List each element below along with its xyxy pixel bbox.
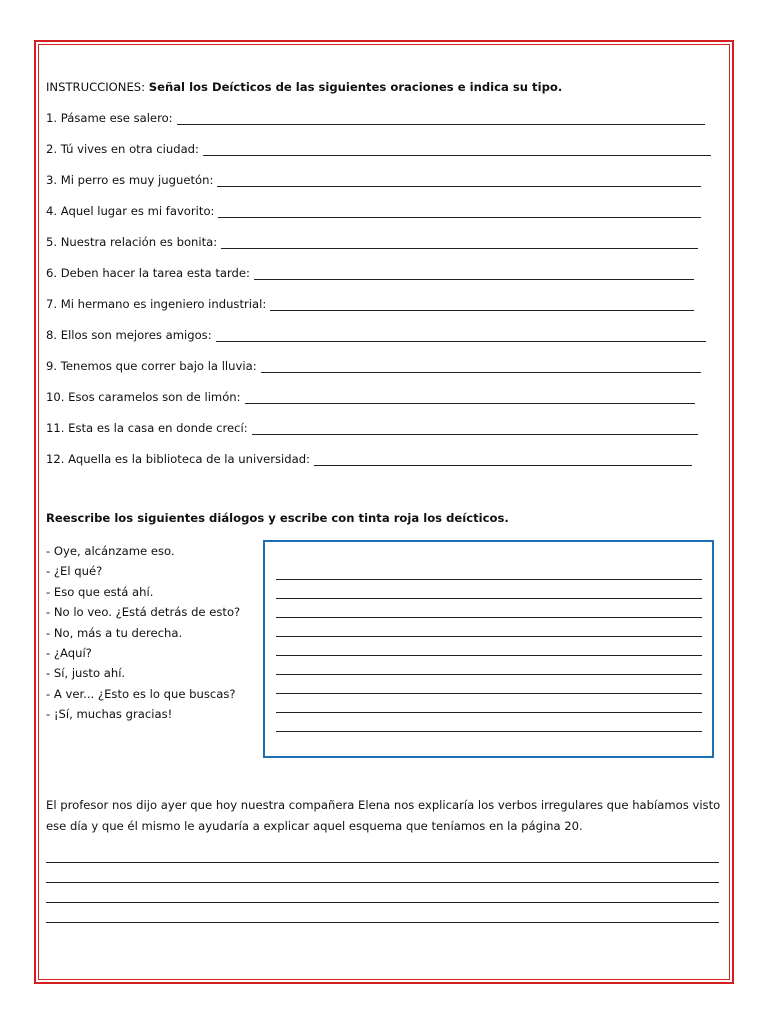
- dialog-list: [46, 541, 240, 725]
- question-label: 2. Tú vives en otra ciudad:: [46, 142, 199, 156]
- answer-line[interactable]: [276, 731, 702, 732]
- question-row: [46, 419, 698, 435]
- answer-line[interactable]: [46, 902, 719, 903]
- answer-line[interactable]: [46, 922, 719, 923]
- question-label: 5. Nuestra relación es bonita:: [46, 235, 218, 249]
- question-row: [46, 233, 698, 249]
- question-row: [46, 140, 711, 156]
- dialog-line: - ¡Sí, muchas gracias!: [46, 707, 173, 722]
- dialog-line: - Oye, alcánzame eso.: [46, 544, 175, 558]
- question-label: 3. Mi perro es muy juguetón:: [46, 173, 214, 187]
- dialog-line: - Sí, justo ahí.: [46, 666, 126, 681]
- question-row: [46, 264, 694, 280]
- question-label: 4. Aquel lugar es mi favorito:: [46, 204, 215, 218]
- paragraph-text: El profesor nos dijo ayer que hoy nuestra compañera Elena nos explicaría los verbos irregulares que habíamos visto ese día y que él mismo le ayudaría a explicar aquel esquema que teníamos en la página 20.: [46, 798, 721, 833]
- dialog-answer-box: [263, 540, 714, 758]
- question-label: 9. Tenemos que correr bajo la lluvia:: [46, 359, 257, 373]
- answer-line[interactable]: [276, 693, 702, 694]
- answer-line[interactable]: [314, 464, 692, 466]
- question-label: 6. Deben hacer la tarea esta tarde:: [46, 266, 250, 280]
- instructions-heading: [46, 80, 562, 94]
- answer-line[interactable]: [254, 278, 694, 280]
- question-label: 8. Ellos son mejores amigos:: [46, 328, 212, 342]
- answer-line[interactable]: [245, 402, 695, 404]
- answer-line[interactable]: [276, 636, 702, 637]
- question-label: 1. Pásame ese salero:: [46, 111, 173, 125]
- question-label: 10. Esos caramelos son de limón:: [46, 390, 241, 404]
- answer-line[interactable]: [276, 674, 702, 675]
- answer-line[interactable]: [221, 247, 698, 249]
- dialog-line: - ¿Aquí?: [46, 646, 92, 661]
- question-row: [46, 202, 701, 218]
- dialog-line: - No lo veo. ¿Está detrás de esto?: [46, 605, 241, 620]
- question-row: [46, 109, 705, 125]
- question-label: 12. Aquella es la biblioteca de la universidad:: [46, 452, 310, 466]
- instructions-prefix: INSTRUCCIONES:: [46, 80, 146, 94]
- question-row: [46, 388, 695, 404]
- answer-line[interactable]: [276, 598, 702, 599]
- answer-line[interactable]: [218, 216, 701, 218]
- dialog-line: - A ver... ¿Esto es lo que buscas?: [46, 686, 236, 701]
- answer-line[interactable]: [252, 433, 698, 435]
- answer-line[interactable]: [270, 309, 694, 311]
- answer-line[interactable]: [276, 617, 702, 618]
- answer-line[interactable]: [177, 123, 705, 125]
- answer-line[interactable]: [276, 712, 702, 713]
- answer-line[interactable]: [46, 862, 719, 863]
- answer-line[interactable]: [46, 882, 719, 883]
- dialog-line: - Eso que está ahí.: [46, 584, 154, 599]
- answer-line[interactable]: [216, 340, 706, 342]
- question-row: [46, 357, 701, 373]
- answer-line[interactable]: [261, 371, 701, 373]
- answer-line[interactable]: [217, 185, 701, 187]
- answer-line[interactable]: [203, 154, 711, 156]
- instructions-text: Señal los Deícticos de las siguientes oraciones e indica su tipo.: [148, 80, 563, 94]
- question-label: 7. Mi hermano es ingeniero industrial:: [46, 297, 267, 311]
- answer-line[interactable]: [276, 655, 702, 656]
- dialog-line: - ¿El qué?: [46, 564, 103, 579]
- question-row: [46, 326, 706, 342]
- question-row: [46, 295, 694, 311]
- dialog-line: - No, más a tu derecha.: [46, 625, 183, 640]
- question-label: 11. Esta es la casa en donde crecí:: [46, 421, 248, 435]
- dialog-section-title: Reescribe los siguientes diálogos y escribe con tinta roja los deícticos.: [46, 511, 509, 525]
- question-row: [46, 450, 692, 466]
- question-row: [46, 171, 701, 187]
- answer-line[interactable]: [276, 579, 702, 580]
